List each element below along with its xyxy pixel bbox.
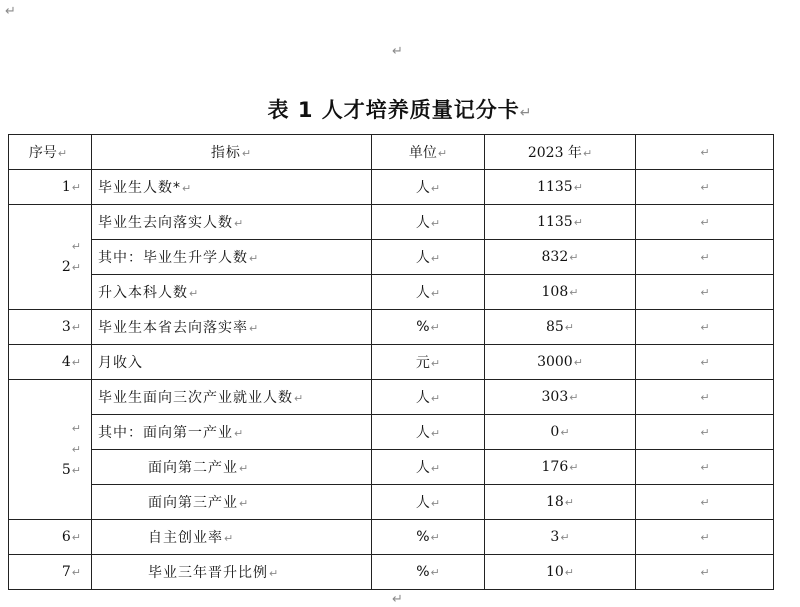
blank-cell: ↵ <box>636 310 774 345</box>
value-cell: 3000↵ <box>485 345 636 380</box>
indicator-cell: 毕业生本省去向落实率↵ <box>92 310 372 345</box>
blank-cell: ↵ <box>636 450 774 485</box>
indicator-cell: 毕业生去向落实人数↵ <box>92 205 372 240</box>
header-unit: 单位↵ <box>372 135 485 170</box>
blank-cell: ↵ <box>636 520 774 555</box>
table-row <box>9 520 774 555</box>
indicator-cell: 升入本科人数↵ <box>92 275 372 310</box>
table-row <box>9 275 774 310</box>
indicator-cell: 月收入 <box>92 345 372 380</box>
table-caption <box>0 94 800 124</box>
unit-cell: 元↵ <box>372 345 485 380</box>
unit-cell: 人↵ <box>372 240 485 275</box>
value-cell: 1135↵ <box>485 170 636 205</box>
blank-cell: ↵ <box>636 275 774 310</box>
table-row <box>9 415 774 450</box>
blank-cell: ↵ <box>636 380 774 415</box>
table-row <box>9 485 774 520</box>
indicator-cell: 毕业生面向三次产业就业人数↵ <box>92 380 372 415</box>
blank-cell: ↵ <box>636 205 774 240</box>
unit-cell: 人↵ <box>372 205 485 240</box>
blank-cell: ↵ <box>636 415 774 450</box>
blank-cell: ↵ <box>636 170 774 205</box>
indicator-cell: 其中：面向第一产业↵ <box>92 415 372 450</box>
unit-cell: %↵ <box>372 310 485 345</box>
seq-cell: 3↵ <box>9 310 92 345</box>
indicator-cell: 毕业生人数*↵ <box>92 170 372 205</box>
table-header-row <box>9 135 774 170</box>
seq-cell: 6↵ <box>9 520 92 555</box>
paragraph-mark: ↵ <box>392 592 403 607</box>
indicator-cell: 毕业三年晋升比例↵ <box>92 555 372 590</box>
header-blank: ↵ <box>636 135 774 170</box>
unit-cell: 人↵ <box>372 275 485 310</box>
blank-cell: ↵ <box>636 485 774 520</box>
table-row <box>9 450 774 485</box>
indicator-cell: 面向第三产业↵ <box>92 485 372 520</box>
unit-cell: 人↵ <box>372 450 485 485</box>
indicator-cell: 自主创业率↵ <box>92 520 372 555</box>
value-cell: 85↵ <box>485 310 636 345</box>
blank-cell: ↵ <box>636 345 774 380</box>
seq-cell: 4↵ <box>9 345 92 380</box>
unit-cell: 人↵ <box>372 380 485 415</box>
table-row <box>9 205 774 240</box>
table-row <box>9 555 774 590</box>
table-row <box>9 345 774 380</box>
unit-cell: 人↵ <box>372 415 485 450</box>
seq-cell: 7↵ <box>9 555 92 590</box>
seq-cell: 1↵ <box>9 170 92 205</box>
value-cell: 303↵ <box>485 380 636 415</box>
table-row <box>9 170 774 205</box>
unit-cell: %↵ <box>372 520 485 555</box>
unit-cell: 人↵ <box>372 170 485 205</box>
value-cell: 3↵ <box>485 520 636 555</box>
paragraph-mark: ↵ <box>392 44 403 59</box>
value-cell: 10↵ <box>485 555 636 590</box>
seq-cell: ↵ 2↵ <box>9 205 92 310</box>
header-year: 2023 年↵ <box>485 135 636 170</box>
score-card-table <box>8 134 774 590</box>
unit-cell: %↵ <box>372 555 485 590</box>
value-cell: 832↵ <box>485 240 636 275</box>
header-seq: 序号↵ <box>9 135 92 170</box>
value-cell: 1135↵ <box>485 205 636 240</box>
blank-cell: ↵ <box>636 555 774 590</box>
paragraph-mark: ↵ <box>5 4 16 19</box>
table-row <box>9 310 774 345</box>
table-row <box>9 380 774 415</box>
indicator-cell: 其中：毕业生升学人数↵ <box>92 240 372 275</box>
indicator-cell: 面向第二产业↵ <box>92 450 372 485</box>
value-cell: 18↵ <box>485 485 636 520</box>
value-cell: 0↵ <box>485 415 636 450</box>
header-indicator: 指标↵ <box>92 135 372 170</box>
paragraph-mark: ↵ <box>519 105 533 121</box>
seq-cell: ↵ ↵ 5↵ <box>9 380 92 520</box>
unit-cell: 人↵ <box>372 485 485 520</box>
value-cell: 108↵ <box>485 275 636 310</box>
blank-cell: ↵ <box>636 240 774 275</box>
table-title: 表 1 人才培养质量记分卡 <box>267 98 520 122</box>
value-cell: 176↵ <box>485 450 636 485</box>
table-row <box>9 240 774 275</box>
